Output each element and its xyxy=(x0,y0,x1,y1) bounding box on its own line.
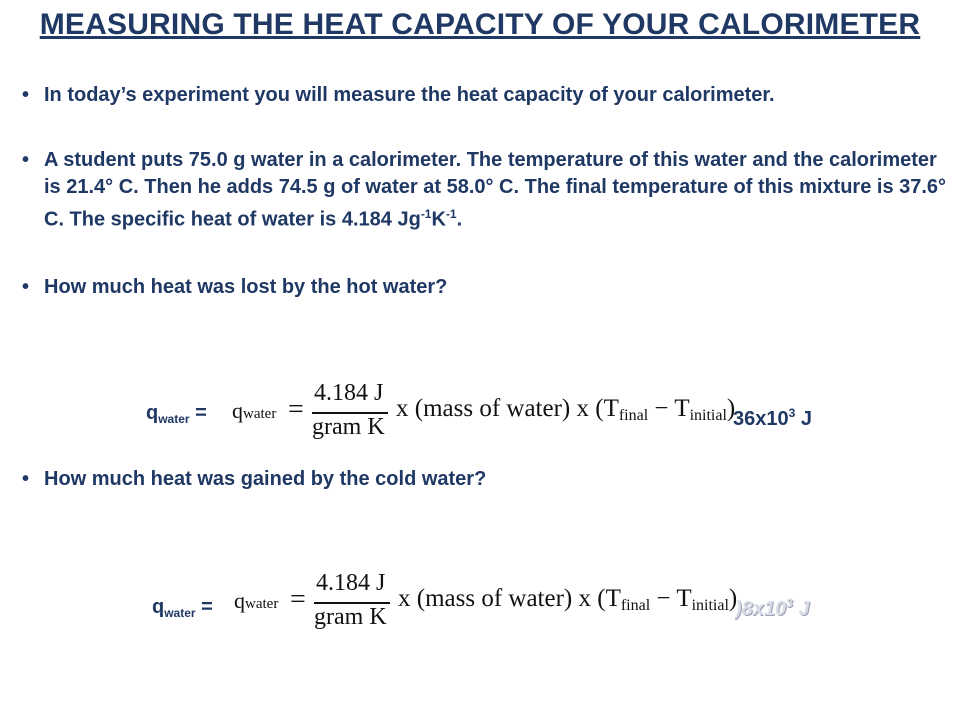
equation-cold-row xyxy=(0,570,960,630)
bullet-heat-gained-text: How much heat was gained by the cold water? xyxy=(44,468,487,490)
slide-title: MEASURING THE HEAT CAPACITY OF YOUR CALORIMETER xyxy=(39,8,921,41)
unit-exponent-1: -1 xyxy=(420,207,432,221)
unit-exponent-2: -1 xyxy=(445,207,457,221)
equation-hot-row xyxy=(0,378,960,438)
heat-gained-result: )$8x10^3$ J xyxy=(735,596,810,620)
problem-statement: A student puts 75.0 g water in a calorimeter. The temperature of this water and the calorimeter is 21.4° C. Then he adds 74.5 g of water at 58.0° C. The final temperature of this mixture is 37.6° C. The specific heat of water is 4.184 Jg xyxy=(44,149,947,231)
q-water-label: $q_{water}$ = xyxy=(152,596,213,620)
bullet-problem-text xyxy=(44,147,954,234)
heat-lost-result: $36x10^3$ J xyxy=(733,406,812,430)
heat-formula-image: qwater = 4.184 J gram K x (mass of water) x $(T_{final} - T_{initial})$ xyxy=(230,570,735,630)
bullet-heat-lost-text: How much heat was lost by the hot water? xyxy=(44,276,448,298)
q-water-label: $q_{water}$ = xyxy=(146,402,207,426)
bullet-marker: • xyxy=(22,468,30,490)
unit-kelvin: K xyxy=(431,208,446,231)
sentence-end: . xyxy=(456,208,463,231)
bullet-marker: • xyxy=(22,276,30,298)
bullet-marker: • xyxy=(22,149,30,171)
bullet-intro-text: In today’s experiment you will measure the heat capacity of your calorimeter. xyxy=(44,84,775,106)
bullet-problem xyxy=(22,147,952,237)
bullet-marker: • xyxy=(22,84,30,106)
heat-formula-image: qwater = 4.184 J gram K x (mass of water) x $(T_{final} - T_{initial})$ xyxy=(228,380,733,440)
